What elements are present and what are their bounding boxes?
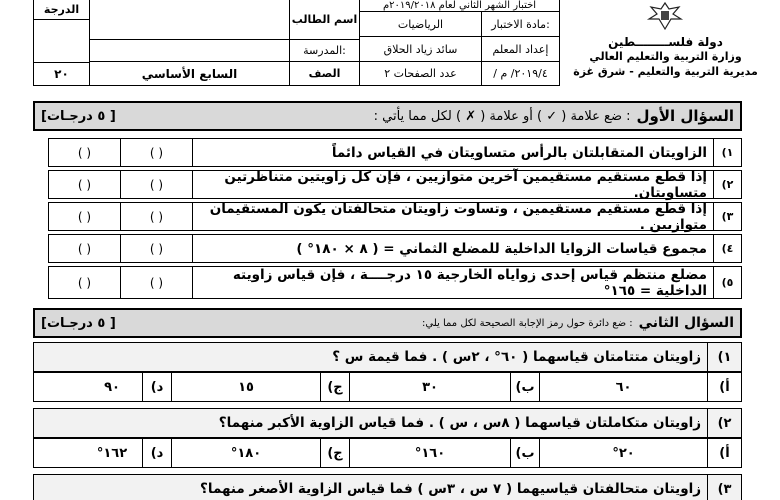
answer-blank-right[interactable]: ( )	[121, 235, 193, 262]
q2-options-2	[33, 438, 742, 468]
q1-instruction: : ضع علامة ( ✓ ) أو علامة ( ✗ ) لكل مما يأتي :	[373, 108, 631, 124]
q1-item-number: ١)	[713, 139, 741, 166]
exam-title: اختبار الشهر الثاني لعام ٢٠١٩/٢٠١٨م	[359, 0, 560, 12]
palestine-emblem-icon	[645, 1, 685, 31]
school-field[interactable]	[89, 39, 290, 62]
option-c-label[interactable]: ج)	[320, 373, 350, 401]
grade-label-cell: الدرجة	[33, 0, 90, 20]
class-value: السابع الأساسي	[89, 61, 290, 86]
option-a-value[interactable]: ٢٠°	[612, 445, 635, 461]
option-a-label[interactable]: أ)	[707, 439, 741, 467]
q2-question-text: زاويتان متتامتان قياسهما ( ٦٠° ، ٢س ) . فما قيمة س ؟	[332, 349, 701, 365]
option-d-value[interactable]: ١٦٢°	[96, 445, 128, 461]
q1-item-4	[48, 234, 742, 263]
q1-item-number: ٢)	[713, 171, 741, 198]
q1-item-text: مجموع قياسات الزوايا الداخلية للمضلع الثماني = ( ٨ × ١٨٠° )	[296, 240, 707, 257]
option-c-label[interactable]: ج)	[320, 439, 350, 467]
score-value: ٢٠	[33, 62, 90, 86]
q1-item-text: مضلع منتظم قياس إحدى زواياه الخارجية ١٥ درجــــة ، فإن قياس زاويته الداخلية = ١٦٥°	[232, 266, 707, 299]
answer-blank-left[interactable]: ( )	[49, 267, 121, 298]
q1-title: السؤال الأول	[636, 107, 734, 125]
directorate-line: مديرية التربية والتعليم - شرق غزة	[573, 65, 758, 79]
grade-box	[33, 19, 90, 63]
subject-value: الرياضيات	[359, 11, 482, 37]
q1-item-1	[48, 138, 742, 167]
answer-blank-left[interactable]: ( )	[49, 235, 121, 262]
q1-item-5	[48, 266, 742, 299]
answer-blank-left[interactable]: ( )	[49, 171, 121, 198]
state-line: دولة فلســــــــطين	[608, 35, 723, 49]
school-label: المدرسة:	[289, 39, 360, 62]
ministry-block	[563, 0, 768, 88]
q1-item-text: الزاويتان المتقابلتان بالرأس متساويتان في القياس دائماً	[331, 144, 707, 161]
q2-question-text: زاويتان متحالفتان قياسيهما ( ٧ س ، ٣س ) فما قياس الزاوية الأصغر منهما؟	[200, 481, 701, 497]
q2-question-number: ٢)	[707, 409, 741, 437]
option-b-value[interactable]: ١٦٠°	[414, 445, 446, 461]
q2-title: السؤال الثاني	[638, 315, 734, 331]
answer-blank-right[interactable]: ( )	[121, 171, 193, 198]
option-d-value[interactable]: ٩٠	[104, 379, 120, 395]
q1-item-number: ٤)	[713, 235, 741, 262]
option-c-value[interactable]: ١٨٠°	[230, 445, 262, 461]
option-b-value[interactable]: ٣٠	[422, 379, 438, 395]
q1-item-3	[48, 202, 742, 231]
option-a-label[interactable]: أ)	[707, 373, 741, 401]
option-b-label[interactable]: ب)	[510, 439, 540, 467]
q1-item-number: ٣)	[713, 203, 741, 230]
answer-blank-right[interactable]: ( )	[121, 267, 193, 298]
option-c-value[interactable]: ١٥	[238, 379, 254, 395]
header-block	[33, 0, 768, 88]
exam-date: / ٢٠١٩/٤/ م	[481, 61, 560, 86]
option-d-label[interactable]: د)	[142, 439, 172, 467]
student-name-field[interactable]	[89, 0, 290, 40]
teacher-label: إعداد المعلم	[481, 36, 560, 62]
teacher-value: سائد زياد الحلاق	[359, 36, 482, 62]
answer-blank-right[interactable]: ( )	[121, 139, 193, 166]
q2-options-1	[33, 372, 742, 402]
q1-header	[33, 101, 742, 131]
q1-item-text: إذا قطع مستقيم مستقيمين آخرين متوازيين ، فإن كل زاويتين متناظرتين متساويتان.	[224, 168, 707, 201]
q2-instruction: : ضع دائرة حول رمز الإجابة الصحيحة لكل مما يلي:	[421, 317, 633, 329]
q1-item-text: إذا قطع مستقيم مستقيمين ، وتساوت زاويتان متحالفتان يكون المستقيمان متوازيين .	[209, 200, 707, 233]
option-d-label[interactable]: د)	[142, 373, 172, 401]
q2-header	[33, 308, 742, 338]
q1-item-number: ٥)	[713, 267, 741, 298]
answer-blank-left[interactable]: ( )	[49, 203, 121, 230]
answer-blank-right[interactable]: ( )	[121, 203, 193, 230]
option-a-value[interactable]: ٦٠	[615, 379, 632, 395]
q1-item-2	[48, 170, 742, 199]
q2-question-number: ٣)	[707, 475, 741, 500]
q2-question-text: زاويتان متكاملتان قياسهما ( ٨س ، س ) . فما قياس الزاوية الأكبر منهما؟	[218, 415, 701, 431]
q2-marks: [ ٥ درجـات]	[41, 315, 116, 331]
class-label: الصف	[289, 61, 360, 86]
q2-question-2	[33, 408, 742, 438]
q2-question-number: ١)	[707, 343, 741, 371]
answer-blank-left[interactable]: ( )	[49, 139, 121, 166]
option-b-label[interactable]: ب)	[510, 373, 540, 401]
q2-question-1	[33, 342, 742, 372]
ministry-line: وزارة التربية والتعليم العالي	[589, 50, 742, 64]
subject-label: مادة الاختبار:	[481, 11, 560, 37]
pages-count: عدد الصفحات ٢	[359, 61, 482, 86]
q2-question-3	[33, 474, 742, 500]
student-name-label: اسم الطالب	[289, 0, 360, 40]
q1-marks: [ ٥ درجـات]	[41, 108, 116, 124]
